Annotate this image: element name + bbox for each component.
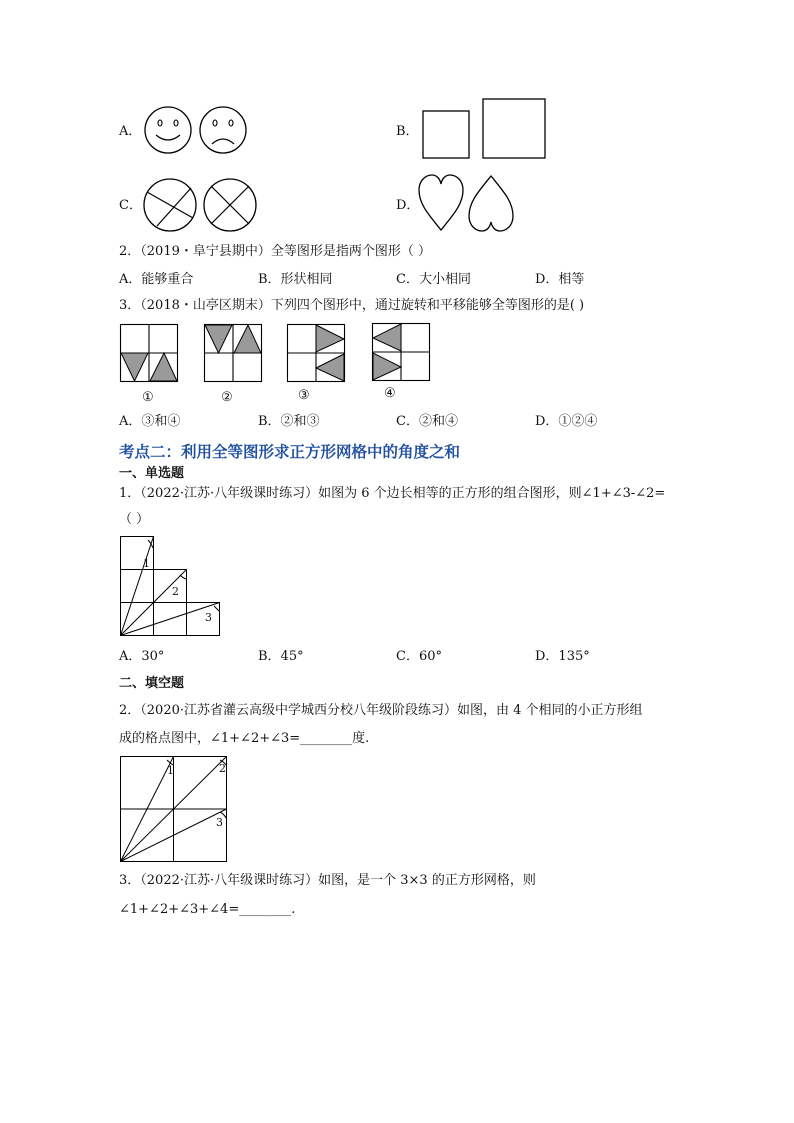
q2-option-c: C．大小相同 — [396, 272, 471, 287]
s2q2-angle-label-1: 1 — [167, 764, 174, 777]
q3-figure-2 — [204, 324, 262, 382]
s2q1-option-d: D．135° — [535, 649, 590, 664]
s2q2-stem-line2: 成的格点图中，∠1+∠2+∠3=________度. — [119, 731, 370, 746]
smiley-face-figure — [144, 104, 192, 156]
s2q3-stem-line2: ∠1+∠2+∠3+∠4=________. — [119, 902, 296, 917]
angle-label-3: 3 — [205, 611, 212, 624]
large-square-figure — [482, 98, 546, 160]
heart-upright-figure — [418, 174, 464, 232]
s2q1-stem-line2: （ ） — [119, 512, 150, 527]
q3-figure-label-1: ① — [142, 390, 154, 405]
fill-blank-heading: 二、填空题 — [119, 676, 185, 691]
q3-option-c: C．②和④ — [396, 414, 458, 429]
q1-option-a-label: A． — [119, 124, 142, 139]
s2q2-angle-label-3: 3 — [216, 816, 223, 829]
s2q1-option-a: A．30° — [119, 649, 165, 664]
angle-label-2: 2 — [172, 585, 179, 598]
q1-option-b-label: B． — [396, 124, 419, 139]
small-square-figure — [422, 110, 470, 160]
heart-inverted-figure — [468, 174, 514, 232]
q3-figure-label-2: ② — [221, 390, 233, 405]
q3-figure-3 — [287, 324, 345, 382]
s2q3-stem-line1: 3．（2022·江苏·八年级课时练习）如图，是一个 3×3 的正方形网格，则 — [119, 873, 536, 888]
q3-figure-label-3: ③ — [298, 388, 310, 403]
circle-with-cross-figure — [203, 178, 257, 232]
q2-option-d: D．相等 — [535, 272, 585, 287]
q3-option-d: D．①②④ — [535, 414, 598, 429]
q3-figure-label-4: ④ — [384, 386, 396, 401]
angle-label-1: 1 — [143, 557, 150, 570]
q3-stem: 3．（2018・山亭区期末）下列四个图形中，通过旋转和平移能够全等图形的是( ) — [119, 298, 585, 313]
s2q2-stem-line1: 2．（2020·江苏省灌云高级中学城西分校八年级阶段练习）如图，由 4 个相同的小正方形组 — [119, 703, 643, 718]
q3-option-a: A．③和④ — [119, 414, 181, 429]
single-choice-heading: 一、单选题 — [119, 466, 185, 481]
q3-figure-1 — [120, 324, 178, 382]
q2-option-b: B．形状相同 — [258, 272, 333, 287]
circle-with-chord-figure — [143, 178, 197, 232]
section-heading: 考点二：利用全等图形求正方形网格中的角度之和 — [119, 442, 461, 461]
q2-stem: 2．（2019・阜宁县期中）全等图形是指两个图形（ ） — [119, 244, 431, 259]
q2-option-a: A．能够重合 — [119, 272, 194, 287]
s2q2-angle-label-2: 2 — [219, 762, 226, 775]
sad-face-figure — [199, 104, 247, 156]
s2q1-option-c: C．60° — [396, 649, 442, 664]
q1-option-c-label: C． — [119, 198, 142, 213]
s2q1-option-b: B．45° — [258, 649, 304, 664]
q3-figure-4 — [372, 323, 430, 381]
s2q1-stem-line1: 1．（2022·江苏·八年级课时练习）如图为 6 个边长相等的正方形的组合图形，则∠1+∠3-∠2= — [119, 486, 666, 501]
q1-option-d-label: D． — [396, 198, 420, 213]
four-squares-figure — [120, 756, 230, 864]
q3-option-b: B．②和③ — [258, 414, 320, 429]
